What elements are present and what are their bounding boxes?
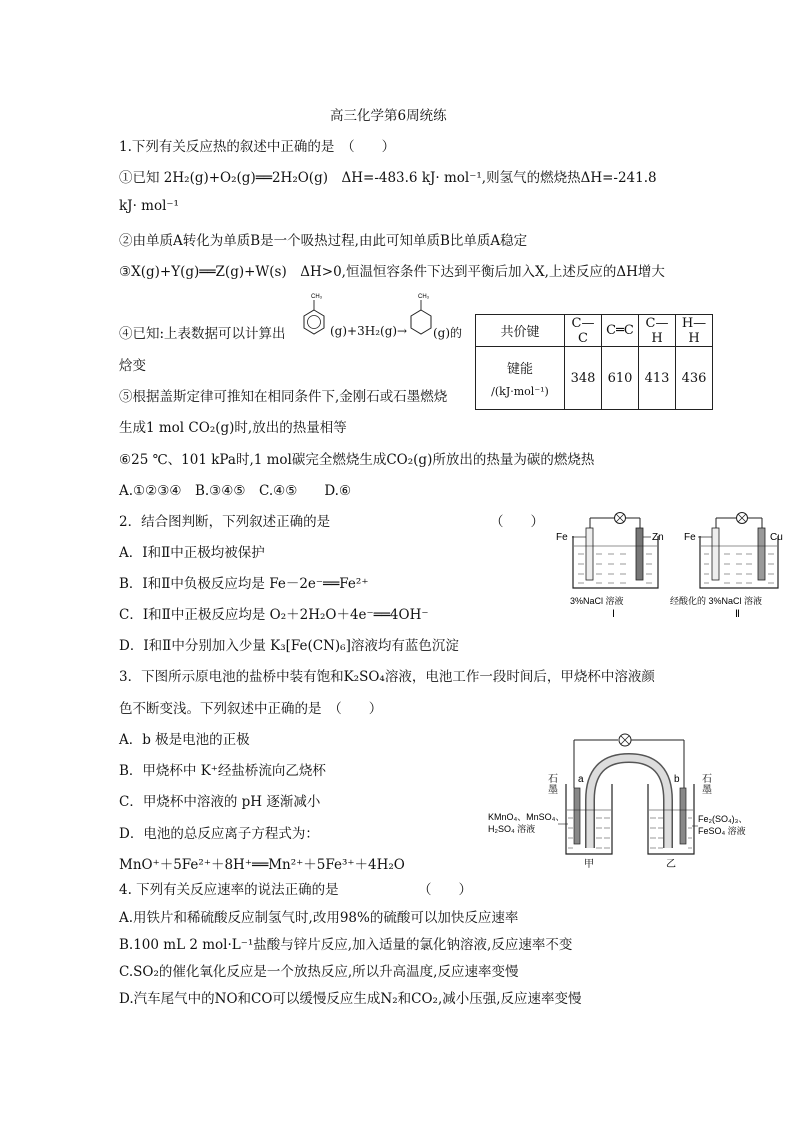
graphite-label-left: 石 <box>548 774 558 785</box>
electrode-b-label: b <box>674 774 680 785</box>
q3-option-d: D．电池的总反应离子方程式为： <box>119 826 319 842</box>
table-cell: 436 <box>676 347 713 410</box>
q4-stem: 4. 下列有关反应速率的说法正确的是 <box>119 882 339 898</box>
electrode-a <box>574 788 580 844</box>
bond-energy-label: 键能 <box>506 362 533 377</box>
table-header: C—H <box>639 315 676 347</box>
table-cell: 610 <box>602 347 639 410</box>
cu-electrode <box>758 528 765 580</box>
right-solution-label-2: FeSO₄ 溶液 <box>698 826 746 836</box>
q1-statement-5-cont: 生成1 mol CO₂(g)时,放出的热量相等 <box>119 420 347 436</box>
table-header: C═C <box>602 315 639 347</box>
ch3-label-2: CH₃ <box>418 294 430 300</box>
q2-galvanic-cells-figure <box>548 506 788 618</box>
q1-statement-6: ⑥25 ℃、101 kPa时,1 mol碳完全燃烧生成CO₂(g)所放出的热量为碳的燃烧热 <box>119 452 595 468</box>
q2-answer-paren: （ ） <box>490 514 544 530</box>
zn-label: Zn <box>652 532 664 543</box>
table-cell: 348 <box>565 347 602 410</box>
left-solution-label-1: KMnO₄、MnSO₄、 <box>488 812 565 822</box>
q3-salt-bridge-cell-figure <box>488 730 758 870</box>
q1-reaction-middle: (g)+3H₂(g)→ <box>330 324 408 338</box>
fe-label-1: Fe <box>556 532 568 543</box>
q3-stem-line-2: 色不断变浅。下列叙述中正确的是 （ ） <box>119 701 383 717</box>
q1-statement-2: ②由单质A转化为单质B是一个吸热过程,由此可知单质B比单质A稳定 <box>119 233 528 249</box>
table-cell: 413 <box>639 347 676 410</box>
electrode-b <box>680 788 686 844</box>
graphite-label-left-2: 墨 <box>548 785 558 796</box>
page-title: 高三化学第6周统练 <box>330 108 447 124</box>
graphite-label-right-2: 墨 <box>702 785 712 796</box>
right-solution-label-1: Fe₂(SO₄)₃、 <box>698 814 748 824</box>
q4-option-c: C.SO₂的催化氧化反应是一个放热反应,所以升高温度,反应速率变慢 <box>119 964 519 980</box>
zn-electrode <box>636 528 643 580</box>
fe-electrode <box>586 528 593 580</box>
q1-statement-5: ⑤根据盖斯定律可推知在相同条件下,金刚石或石墨燃烧 <box>119 389 448 405</box>
cu-label: Cu <box>770 532 783 543</box>
q4-option-a: A.用铁片和稀硫酸反应制氢气时,改用98%的硫酸可以加快反应速率 <box>119 910 519 926</box>
q3-option-b: B．甲烧杯中 K⁺经盐桥流向乙烧杯 <box>119 763 326 779</box>
table-header: C—C <box>565 315 602 347</box>
q3-equation: MnO⁺＋5Fe²⁺＋8H⁺══Mn²⁺＋5Fe³⁺＋4H₂O <box>119 857 405 873</box>
table-header: 共价键 <box>476 315 565 347</box>
graphite-label-right: 石 <box>702 774 712 785</box>
q1-reaction-end: (g)的 <box>433 326 463 340</box>
q2-option-d: D．Ⅰ和Ⅱ中分别加入少量 K₃[Fe(CN)₆]溶液均有蓝色沉淀 <box>119 638 459 654</box>
electrode-a-label: a <box>578 774 584 785</box>
q4-answer-paren: （ ） <box>418 882 472 898</box>
q1-statement-1: ①已知 2H₂(g)+O₂(g)══2H₂O(g) ΔH=-483.6 kJ· mol⁻¹,则氢气的燃烧热ΔH=-241.8 <box>119 170 657 186</box>
q1-stem: 1.下列有关反应热的叙述中正确的是 （ ） <box>119 139 396 155</box>
q2-option-a: A．Ⅰ和Ⅱ中正极均被保护 <box>119 545 265 561</box>
q1-statement-4: ④已知:上表数据可以计算出 <box>119 326 286 342</box>
fe-label-2: Fe <box>684 532 696 543</box>
solution-label-1: 3%NaCl 溶液 <box>570 596 624 606</box>
left-solution-label-2: H₂SO₄ 溶液 <box>488 824 536 834</box>
bond-energy-table <box>475 314 713 410</box>
table-header: H—H <box>676 315 713 347</box>
q3-stem-line-1: 3．下图所示原电池的盐桥中装有饱和K₂SO₄溶液，电池工作一段时间后，甲烧杯中溶液颜 <box>119 669 655 685</box>
cell-label-2: Ⅱ <box>735 609 740 618</box>
q3-option-c: C．甲烧杯中溶液的 pH 逐渐减小 <box>119 794 321 810</box>
bond-energy-unit: /(kJ·mol⁻¹) <box>491 385 549 398</box>
q1-statement-4-cont: 焓变 <box>119 358 146 374</box>
beaker-jia-label: 甲 <box>584 859 594 870</box>
q4-option-b: B.100 mL 2 mol·L⁻¹盐酸与锌片反应,加入适量的氯化钠溶液,反应速率不变 <box>119 937 573 953</box>
table-row-label <box>476 347 565 410</box>
q2-option-c: C．Ⅰ和Ⅱ中正极反应均是 O₂＋2H₂O＋4e⁻══4OH⁻ <box>119 607 429 623</box>
toluene-structure <box>298 290 330 346</box>
q1-statement-1-cont: kJ· mol⁻¹ <box>119 198 179 214</box>
beaker-yi-label: 乙 <box>666 859 676 870</box>
q1-statement-3: ③X(g)+Y(g)══Z(g)+W(s) ΔH>0,恒温恒容条件下达到平衡后加入X,上述反应的ΔH增大 <box>119 264 665 280</box>
fe-electrode-2 <box>712 528 719 580</box>
q4-option-d: D.汽车尾气中的NO和CO可以缓慢反应生成N₂和CO₂,减小压强,反应速率变慢 <box>119 991 582 1007</box>
q2-option-b: B．Ⅰ和Ⅱ中负极反应均是 Fe－2e⁻══Fe²⁺ <box>119 576 369 592</box>
cell-label-1: Ⅰ <box>612 609 615 618</box>
solution-label-2: 经酸化的 3%NaCl 溶液 <box>670 596 763 606</box>
q1-options: A.①②③④ B.③④⑤ C.④⑤ D.⑥ <box>119 483 352 499</box>
ch3-label: CH₃ <box>311 294 323 300</box>
q3-option-a: A．b 极是电池的正极 <box>119 732 250 748</box>
q2-stem: 2．结合图判断，下列叙述正确的是 <box>119 514 331 530</box>
